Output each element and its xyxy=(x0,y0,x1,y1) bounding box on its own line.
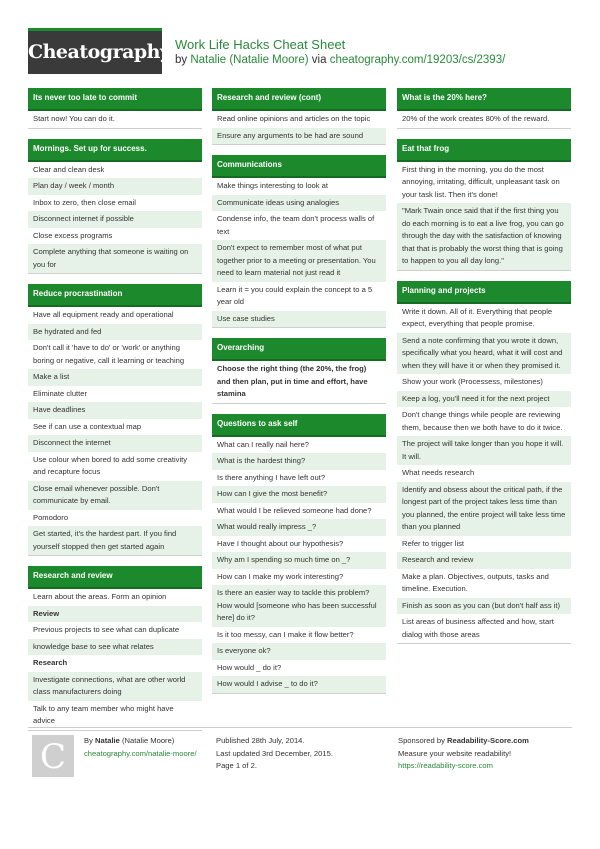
page-number: Page 1 of 2. xyxy=(216,761,257,770)
list-item: Why am I spending so much time on _? xyxy=(212,552,386,569)
list-item: List areas of business affected and how, start dialog with those areas xyxy=(402,617,554,639)
section-title: Planning and projects xyxy=(397,281,571,304)
footer-author-full: (Natalie Moore) xyxy=(119,736,175,745)
section-title: Overarching xyxy=(212,338,386,361)
list-item: Investigate connections, what are other world class manufacturers doing xyxy=(28,672,202,701)
list-item: Learn it = you could explain the concept to a 5 year old xyxy=(217,284,373,306)
list-item: See if can use a contextual map xyxy=(33,421,142,431)
section-divider xyxy=(397,643,571,644)
section xyxy=(397,88,571,129)
published-date: Published 28th July, 2014. xyxy=(216,736,305,745)
list-item: Use colour when bored to add some creativity and recapture focus xyxy=(33,454,188,476)
list-item: Send a note confirming that you wrote it down, specifically what you heard, what it will cost and when they will have it or when they promised it. xyxy=(397,333,571,375)
section-divider xyxy=(28,273,202,274)
list-item: Make things interesting to look at xyxy=(217,181,329,190)
footer-author-name: Natalie xyxy=(94,736,120,745)
page-title: Work Life Hacks Cheat Sheet xyxy=(175,37,346,52)
list-item: Condense info, the team don't process walls of text xyxy=(217,214,375,236)
list-item: How would _ do it? xyxy=(217,662,282,672)
updated-date: Last updated 3rd December, 2015. xyxy=(216,748,333,758)
byline xyxy=(175,54,505,66)
section xyxy=(212,338,386,404)
list-item: Talk to any team member who might have advice xyxy=(33,703,174,725)
list-item: Inbox to zero, then close email xyxy=(33,197,136,207)
subheading-row: Research xyxy=(33,658,68,667)
list-item: Complete anything that someone is waiting on you for xyxy=(28,244,202,273)
list-item: Close email whenever possible. Don't communicate by email. xyxy=(28,481,202,510)
section xyxy=(397,281,571,645)
list-item: What needs research xyxy=(402,468,475,477)
section xyxy=(28,88,202,129)
sponsor-tagline: Measure your website readability! xyxy=(398,748,512,758)
section-title: Research and review (cont) xyxy=(212,88,386,111)
list-item: Keep a log, you'll need it for the next project xyxy=(397,391,571,408)
footer-by-prefix: By xyxy=(84,736,95,745)
list-item: Identify and obsess about the critical path, if the longest part of the project takes less time than you planned, the entire project will take less time than you planned xyxy=(397,482,571,536)
list-item: Finish as soon as you can (but don't half ass it) xyxy=(397,598,571,615)
section-divider xyxy=(28,555,202,556)
list-item: Is there an easier way to tackle this problem? How would [someone who has been successful here] do it? xyxy=(212,585,386,627)
list-item: Plan day / week / month xyxy=(28,178,202,195)
list-item: Pomodoro xyxy=(33,512,69,522)
section xyxy=(28,566,202,731)
list-item: Get started, it's the hardest part. If you find yourself stopped then get started again xyxy=(28,526,202,555)
header xyxy=(28,28,572,76)
cheatography-logo[interactable] xyxy=(28,28,171,74)
column-2 xyxy=(212,88,386,704)
list-item: What is the hardest thing? xyxy=(212,453,386,470)
list-item: Disconnect the internet xyxy=(28,435,202,452)
section-title: Reduce procrastination xyxy=(28,284,202,307)
subheading-row: Review xyxy=(28,606,202,623)
byline-by: by xyxy=(175,54,191,66)
list-item: First thing in the morning, you do the most annoying, irritating, difficult, unpleasant task on your task list. Then it's done! xyxy=(402,164,560,199)
list-item: How can I give the most benefit? xyxy=(212,486,386,503)
section-divider xyxy=(212,327,386,328)
list-item: Research and review xyxy=(397,552,571,569)
list-item: Is everyone ok? xyxy=(212,643,386,660)
list-item: Make a list xyxy=(28,369,202,386)
list-item: Write it down. All of it. Everything that people expect, everything that people promise. xyxy=(402,306,553,328)
avatar xyxy=(32,735,74,777)
list-item: How can I make my work interesting? xyxy=(217,571,344,581)
author-link[interactable]: Natalie (Natalie Moore) xyxy=(190,54,309,66)
sponsor-prefix: Sponsored by xyxy=(398,736,447,745)
sponsor-name: Readability-Score.com xyxy=(446,736,529,745)
list-item: Have deadlines xyxy=(28,402,202,419)
list-item: Don't change things while people are reviewing them, because then we both have to do it twice. xyxy=(402,410,563,432)
list-item: Learn about the areas. Form an opinion xyxy=(33,592,167,601)
list-item: Is it too messy, can I make it flow better? xyxy=(217,629,354,639)
list-item: The project will take longer than you hope it will. It will. xyxy=(397,436,571,465)
section-divider xyxy=(397,128,571,129)
footer-sponsor xyxy=(398,735,529,773)
section-title: Mornings. Set up for success. xyxy=(28,139,202,162)
list-item: Make a plan. Objectives, outputs, tasks and timeline. Execution. xyxy=(402,571,549,593)
list-item: Refer to trigger list xyxy=(402,538,465,548)
footer-author-link[interactable]: cheatography.com/natalie-moore/ xyxy=(84,748,197,758)
list-item: 20% of the work creates 80% of the reward. xyxy=(402,114,550,123)
list-item: "Mark Twain once said that if the first thing you do each morning is to eat a live frog, you can go through the day with the satisfaction of knowing that that is probably the worst thing that is going to happen to you all day long." xyxy=(397,203,571,270)
section-divider xyxy=(212,693,386,694)
list-item: Have all equipment ready and operational xyxy=(33,310,174,319)
footer-publication xyxy=(216,735,333,773)
section-title: Its never too late to commit xyxy=(28,88,202,111)
list-item: What would I be relieved someone had done? xyxy=(217,505,372,515)
list-item: What can I really nail here? xyxy=(217,439,310,449)
list-item: Is there anything I have left out? xyxy=(217,472,326,482)
column-1 xyxy=(28,88,202,741)
list-item: Previous projects to see what can duplicate xyxy=(33,625,180,634)
section-divider xyxy=(212,144,386,145)
list-item: Close excess programs xyxy=(33,230,113,240)
footer-author xyxy=(84,735,204,760)
section xyxy=(212,155,386,328)
sponsor-link[interactable]: https://readability-score.com xyxy=(398,761,493,770)
section-title: Communications xyxy=(212,155,386,178)
footer-divider xyxy=(28,727,572,728)
list-item: Disconnect internet if possible xyxy=(28,211,202,228)
list-item: Start now! You can do it. xyxy=(33,114,115,123)
section xyxy=(28,284,202,556)
list-item: How would I advise _ to do it? xyxy=(212,676,386,693)
list-item: What would really impress _? xyxy=(212,519,386,536)
list-item: Don't expect to remember most of what put together prior to a meeting or presentation. You need to learn material not just read it xyxy=(212,240,386,282)
list-item: Eliminate clutter xyxy=(33,388,88,398)
avatar-letter: C xyxy=(39,737,66,777)
list-item: knowledge base to see what relates xyxy=(28,639,202,656)
section xyxy=(28,139,202,275)
section xyxy=(212,414,386,694)
byline-via: via xyxy=(308,54,330,66)
list-item: Use case studies xyxy=(212,311,386,328)
section-title: Questions to ask self xyxy=(212,414,386,437)
section-divider xyxy=(212,403,386,404)
section xyxy=(397,139,571,271)
logo-text: Cheatography xyxy=(28,41,171,63)
section-divider xyxy=(28,128,202,129)
list-item: Clear and clean desk xyxy=(33,164,105,174)
list-item: Don't call it 'have to do' or 'work' or anything boring or negative, call it learning or teaching xyxy=(33,343,185,365)
section xyxy=(212,88,386,145)
footer xyxy=(28,727,572,787)
section-title: Eat that frog xyxy=(397,139,571,162)
list-item: Ensure any arguments to be had are sound xyxy=(212,128,386,145)
list-item: Show your work (Processess, milestones) xyxy=(402,377,543,386)
subheading-row: Choose the right thing (the 20%, the frog) and then plan, put in time and effort, have stamina xyxy=(217,364,368,398)
section-title: Research and review xyxy=(28,566,202,589)
list-item: Communicate ideas using analogies xyxy=(212,195,386,212)
list-item: Have I thought about our hypothesis? xyxy=(217,538,344,548)
section-title: What is the 20% here? xyxy=(397,88,571,111)
list-item: Read online opinions and articles on the topic xyxy=(217,114,371,123)
list-item: Be hydrated and fed xyxy=(28,324,202,341)
sheet-url-link[interactable]: cheatography.com/19203/cs/2393/ xyxy=(329,54,506,66)
column-3 xyxy=(397,88,571,654)
section-divider xyxy=(397,270,571,271)
